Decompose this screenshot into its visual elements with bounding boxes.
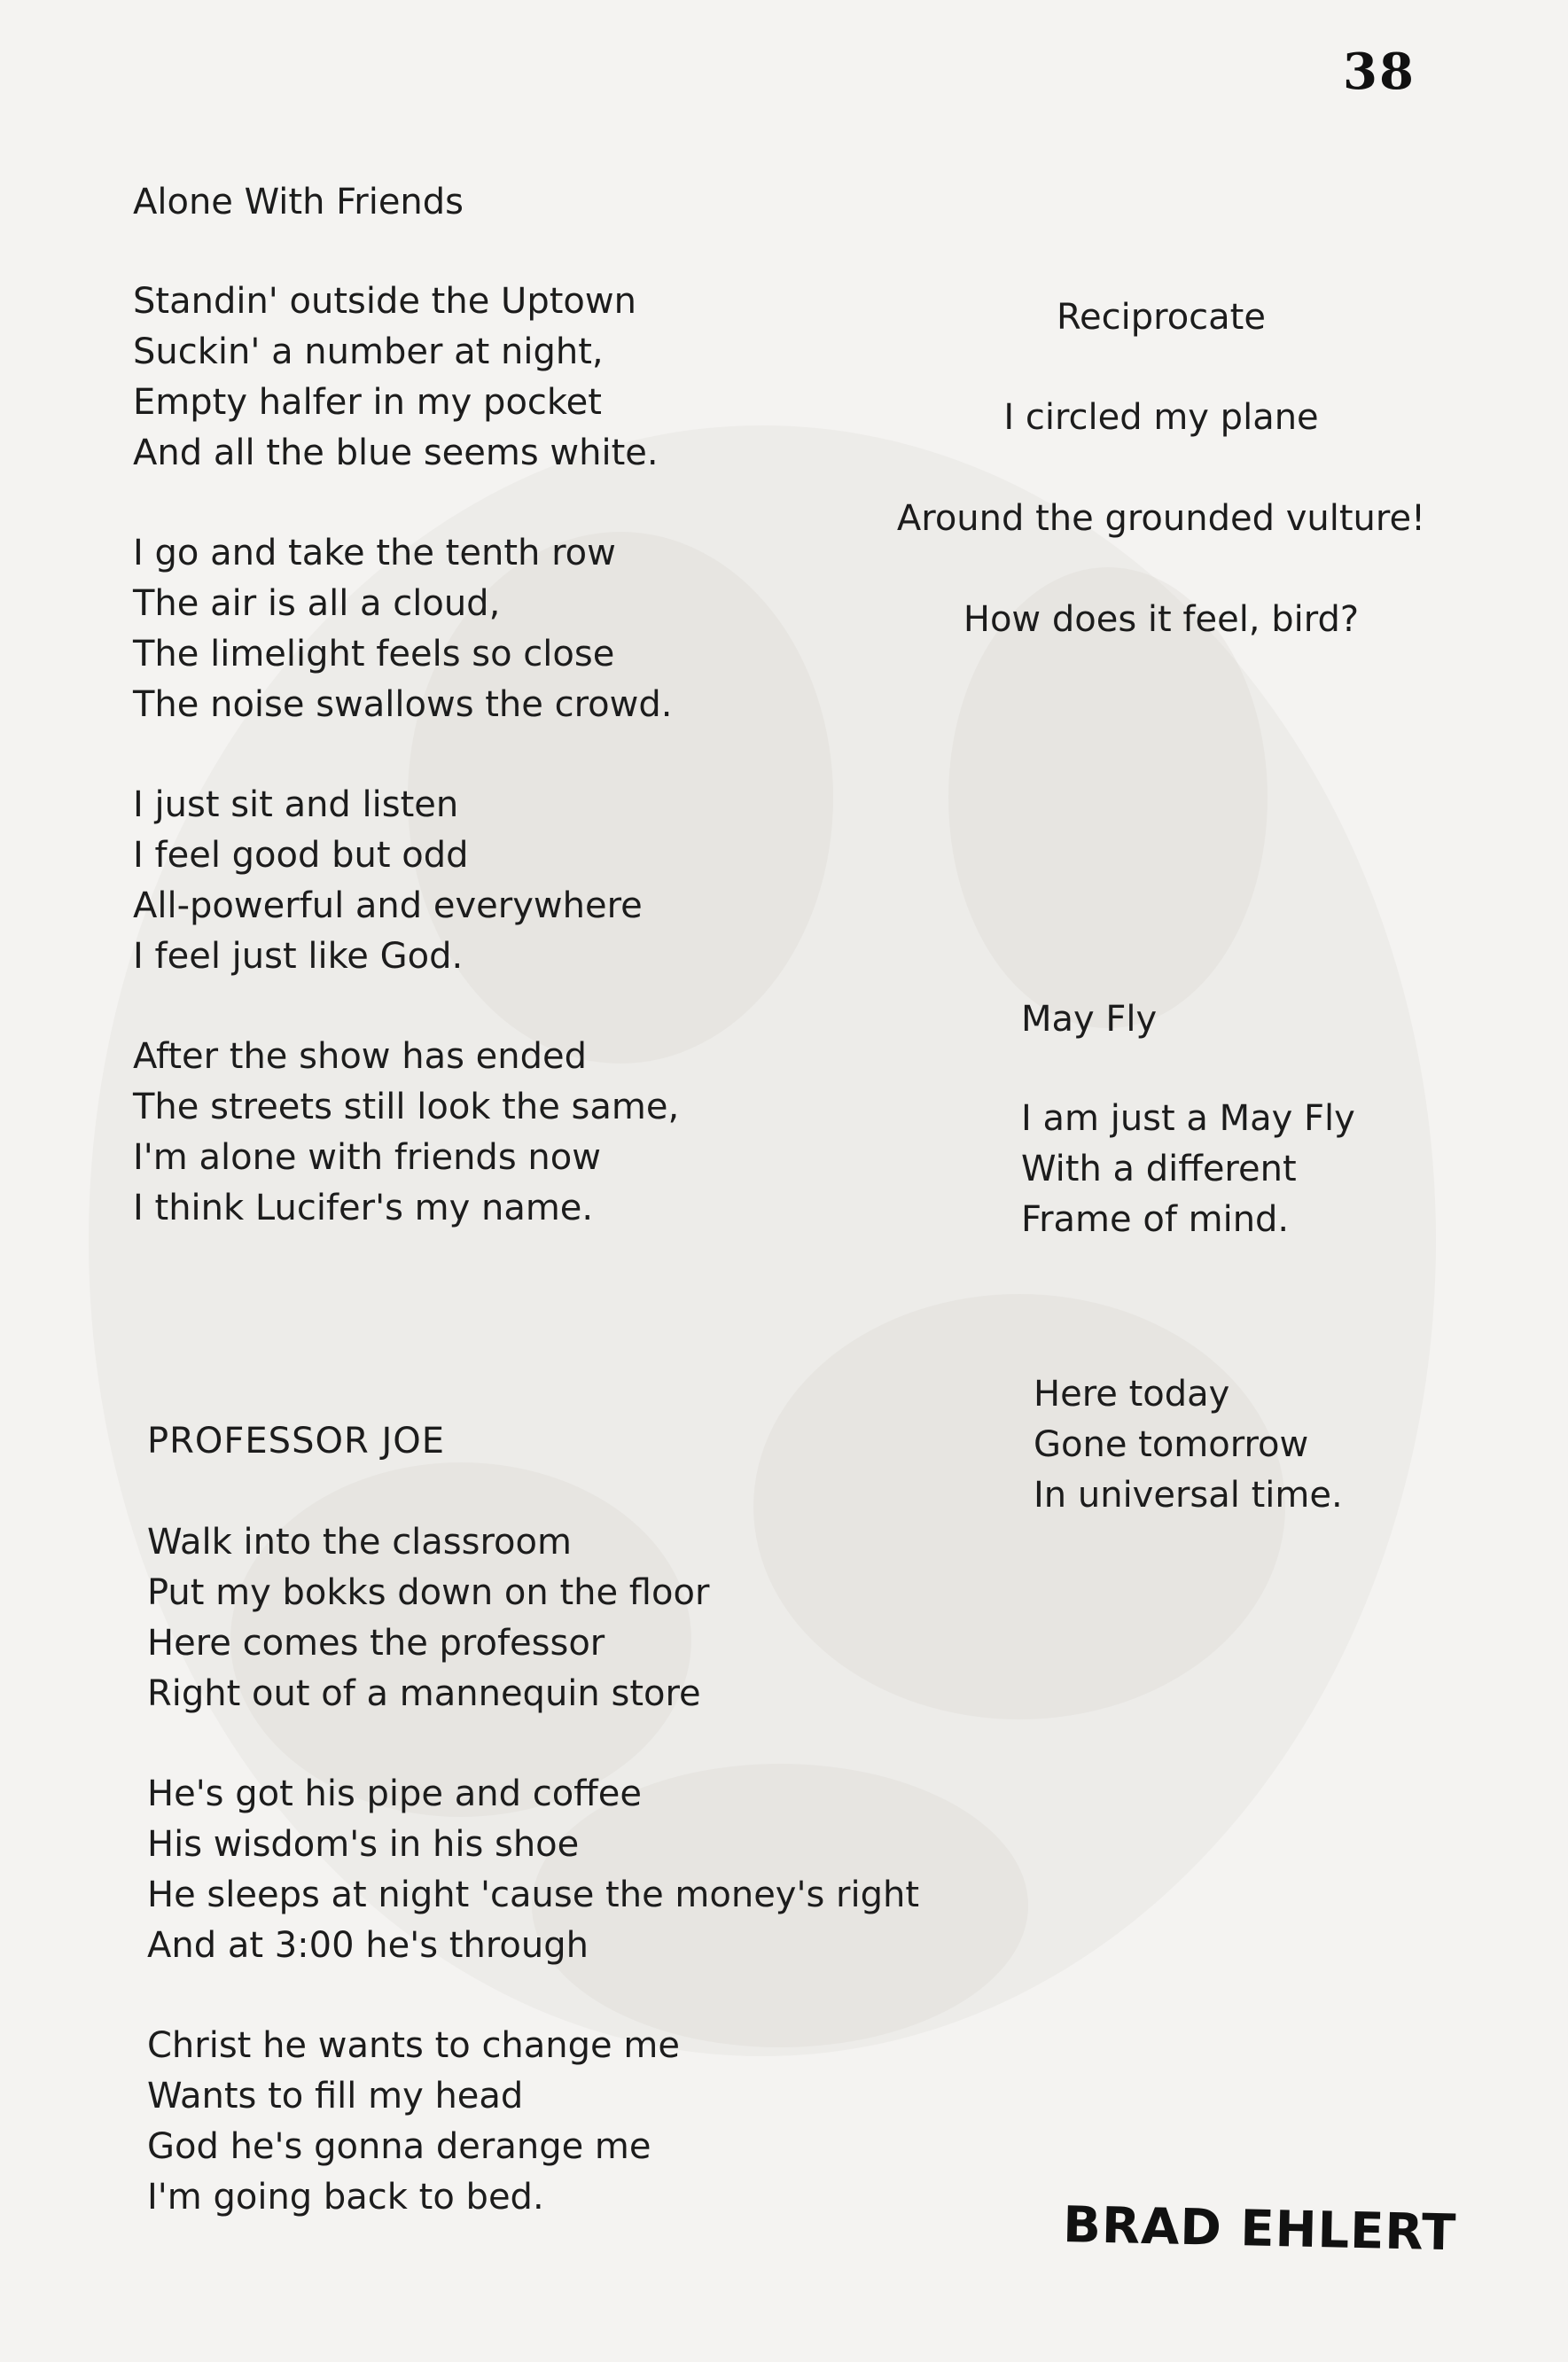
poem-line: How does it feel, bird? — [963, 599, 1360, 640]
poem-line: Standin' outside the Uptown — [133, 281, 636, 322]
poem-line: I feel just like God. — [133, 936, 464, 977]
poem-line: I'm alone with friends now — [133, 1137, 601, 1178]
stanza — [1034, 1369, 1355, 1521]
poem-line: Around the grounded vulture! — [896, 498, 1426, 539]
poem-line: With a different — [1021, 1149, 1297, 1189]
poem-line: The streets still look the same, — [133, 1087, 680, 1127]
stanza — [133, 528, 679, 730]
poem-line: I circled my plane — [1003, 397, 1319, 438]
poem-line: The noise swallows the crowd. — [133, 684, 673, 725]
poem-alone-with-friends — [133, 177, 679, 1234]
poem-line: Right out of a mannequin store — [147, 1673, 701, 1714]
poem-professor-joe — [147, 1416, 919, 2223]
poem-title: Alone With Friends — [133, 182, 464, 222]
poem-title: Reciprocate — [1057, 297, 1266, 338]
poem-line: In universal time. — [1034, 1475, 1343, 1516]
stanza — [1021, 1094, 1355, 1245]
poem-line: I'm going back to bed. — [147, 2177, 544, 2218]
poem-line: Suckin' a number at night, — [133, 331, 604, 372]
poem-line: Wants to fill my head — [147, 2076, 524, 2116]
stanza — [147, 1517, 919, 1719]
poem-line: His wisdom's in his shoe — [147, 1824, 580, 1865]
poem-line: I am just a May Fly — [1021, 1098, 1355, 1139]
stanza — [133, 1032, 679, 1234]
poem-may-fly — [1021, 994, 1355, 1521]
poem-line: All-powerful and everywhere — [133, 885, 643, 926]
poem-line: He's got his pipe and coffee — [147, 1773, 642, 1814]
poem-line: And at 3:00 he's through — [147, 1925, 589, 1966]
poem-line: Christ he wants to change me — [147, 2025, 680, 2066]
poem-line: The limelight feels so close — [133, 634, 615, 674]
author-signature: BRAD EHLERT — [1062, 2196, 1457, 2263]
poem-line: Put my bokks down on the floor — [147, 1572, 710, 1613]
poem-line: He sleeps at night 'cause the money's right — [147, 1875, 920, 1915]
poem-line: I think Lucifer's my name. — [133, 1188, 594, 1228]
poem-title: May Fly — [1021, 999, 1158, 1040]
stanza — [133, 277, 679, 479]
poem-reciprocate — [851, 292, 1471, 645]
poem-line: After the show has ended — [133, 1036, 587, 1077]
poem-line: God he's gonna derange me — [147, 2126, 651, 2167]
poem-title: PROFESSOR JOE — [147, 1421, 446, 1462]
poem-line: Gone tomorrow — [1034, 1424, 1309, 1465]
poem-line: Here comes the professor — [147, 1623, 605, 1664]
poem-line: Empty halfer in my pocket — [133, 382, 602, 423]
poem-line: Walk into the classroom — [147, 1522, 572, 1563]
stanza — [147, 1769, 919, 1971]
page-number: 38 — [1343, 43, 1416, 101]
poem-line: I go and take the tenth row — [133, 533, 616, 573]
poem-line: Here today — [1034, 1374, 1230, 1415]
poem-line: I feel good but odd — [133, 835, 469, 876]
stanza — [133, 780, 679, 982]
poem-line: Frame of mind. — [1021, 1199, 1290, 1240]
poem-line: The air is all a cloud, — [133, 583, 501, 624]
poem-line: I just sit and listen — [133, 784, 459, 825]
stanza — [147, 2021, 919, 2223]
poem-line: And all the blue seems white. — [133, 433, 659, 473]
